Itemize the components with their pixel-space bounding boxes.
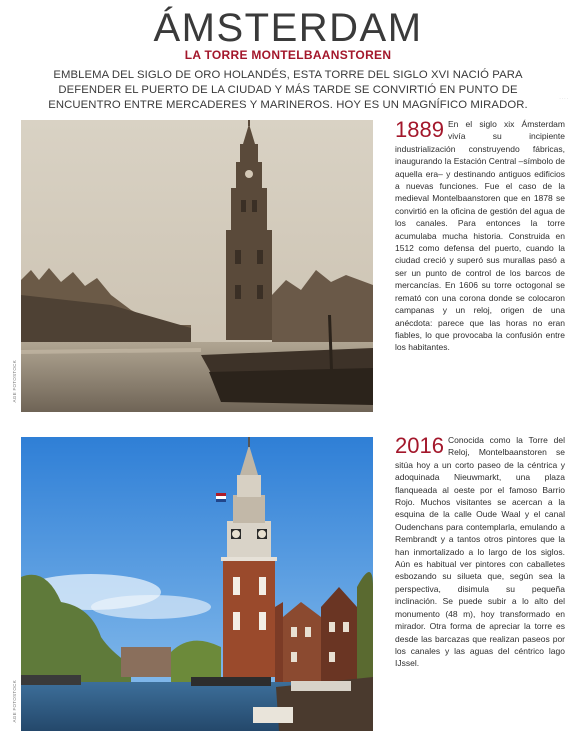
photo-credit-new: AGE FOTOSTOCK (12, 680, 17, 723)
intro-paragraph: EMBLEMA DEL SIGLO DE ORO HOLANDÉS, ESTA TORRE DEL SIGLO XVI NACIÓ PARA DEFENDER EL PUERTO DE LA CIUDAD Y MÁS TARDE SE CONVIRTIÓ EN PUNTO DE ENCUENTRO ENTRE MERCADERES Y MARINEROS. HOY ES UN MAGNÍFICO MIRADOR. (48, 69, 528, 111)
historic-photo-1889 (21, 120, 373, 412)
modern-photo-2016 (21, 437, 373, 731)
page-subtitle: LA TORRE MONTELBAANSTOREN (184, 48, 392, 62)
section-1889 (395, 118, 565, 354)
section-2016 (395, 434, 565, 670)
year-2016: 2016 (395, 433, 444, 458)
modern-photo-illustration (21, 437, 373, 731)
page-mark: · · · · (559, 96, 568, 101)
section-2016-text: Conocida como la Torre del Reloj, Montelbaanstoren se sitúa hoy a un corto paseo de la céntrica y adoquinada Nieuwmarkt, una plaza flanqueada al oeste por el famoso Barrio Rojo. Muchos visitantes se acercan a la esquina de la calle Oude Waal y el canal Oudenchans para contemplarla, emulando a Rembrandt y a tantos otros pintores que la han inmortalizado a lo largo de los siglos. Aún es habitual ver pintores con caballetes esbozando su silueta que, según sea la perspectiva, disimula su pequeña inclinación. Se puede subir a lo alto del monumento (48 m), hoy transformado en mirador. Otra forma de apreciar la torre es desde las barcazas que realizan paseos por los canales y las aguas del céntrico lago IJssel. (395, 435, 565, 669)
photo-credit-old: AGE FOTOSTOCK (12, 360, 17, 403)
section-1889-text: En el siglo xix Ámsterdam vivía su incipiente industrialización construyendo fábricas, inaugurando la Estación Central –símbolo de aquella era– y destinando antiguos edificios a nuevas funciones. Fue el caso de la medieval Montelbaanstoren que en 1878 se convirtió en la oficina de gestión del agua de los canales. Para entonces la torre acumulaba mucha historia. Construida en 1512 como defensa del puerto, cuando la ciudad creció y superó sus murallas pasó a ser un punto de control de los barcos de mercancías. En 1606 su torre octogonal se remató con una corona donde se colocaron campanas y un reloj, origen de una anécdota: parece que las horas no eran fiables, lo que provocaba la confusión entre los habitantes. (395, 119, 565, 353)
historic-photo-illustration (21, 120, 373, 412)
year-1889: 1889 (395, 117, 444, 142)
page-title: ÁMSTERDAM (153, 6, 423, 50)
